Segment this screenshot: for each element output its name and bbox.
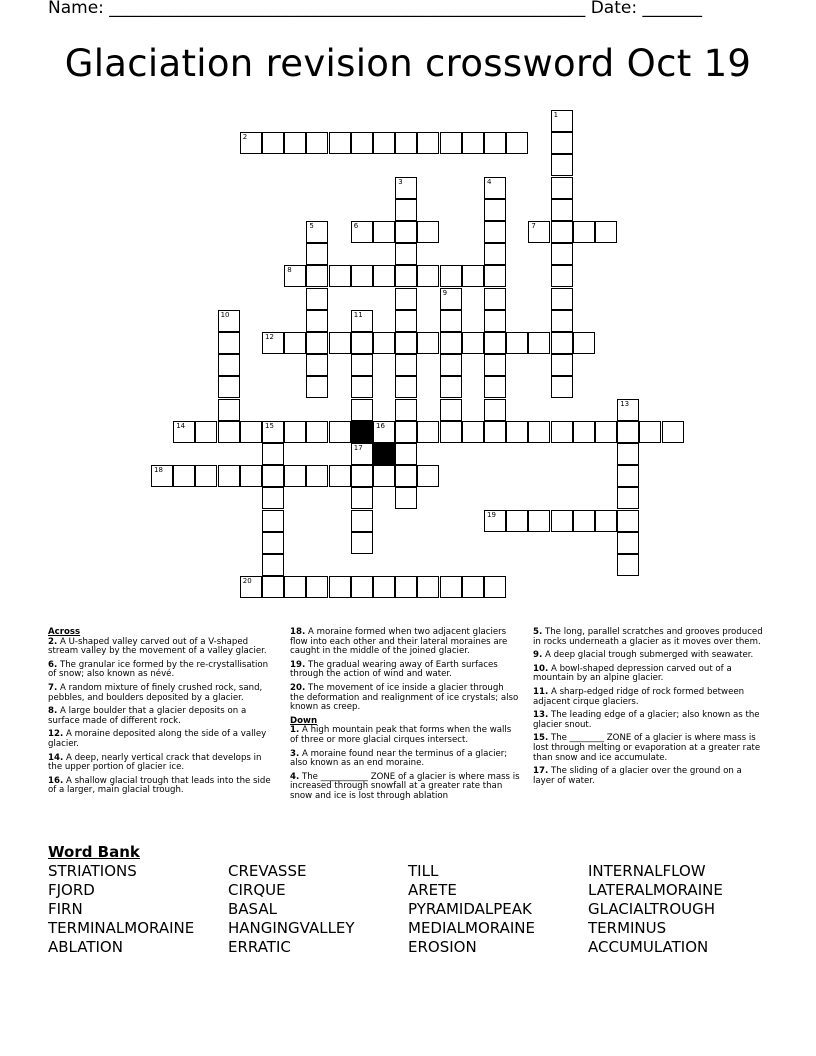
clue-number: 13 [620,399,630,408]
clue-number: 10 [220,310,230,319]
crossword-cell[interactable] [329,265,351,287]
word-bank-word: FIRN [48,900,83,918]
crossword-cell[interactable] [528,510,550,532]
word-bank-column-4 [588,862,723,957]
clues-column-3 [533,628,765,790]
clue-number: 7 [531,222,536,230]
crossword-cell[interactable] [284,332,306,354]
down-clue: 13. The leading edge of a glacier; also known as the glacier snout. [533,710,760,730]
crossword-cell[interactable] [373,221,395,243]
crossword-cell[interactable] [173,421,195,443]
crossword-cell[interactable] [417,221,439,243]
down-clue: 9. A deep glacial trough submerged with seawater. [533,650,754,661]
down-clue: 4. The ___________ ZONE of a glacier is where mass is increased through snowfall at a greater rate than snow and ice is lost through ablation [290,771,520,801]
crossword-cell[interactable] [440,354,462,376]
crossword-cell[interactable] [506,510,528,532]
crossword-cell[interactable] [417,332,439,354]
crossword-cell[interactable] [573,221,595,243]
crossword-cell[interactable] [306,243,328,265]
crossword-cell[interactable] [617,532,639,554]
across-clue: 14. A deep, nearly vertical crack that develops in the upper portion of glacier ice. [48,752,262,773]
word-bank-word: FJORD [48,881,95,899]
crossword-cell[interactable] [284,465,306,487]
crossword-cell[interactable] [617,421,639,443]
crossword-cell[interactable] [395,288,417,310]
crossword-cell[interactable] [528,221,550,243]
crossword-cell[interactable] [262,487,284,509]
clue-number: 5 [309,222,314,230]
word-bank-word: ABLATION [48,938,123,956]
crossword-cell[interactable] [617,465,639,487]
word-bank-word: ERRATIC [228,938,291,956]
crossword-cell[interactable] [462,421,484,443]
crossword-cell[interactable] [218,332,240,354]
across-clue: 16. A shallow glacial trough that leads into the side of a larger, main glacial trough. [48,775,271,796]
across-heading: Across [48,627,81,637]
crossword-cell[interactable] [240,465,262,487]
crossword-cell[interactable] [262,132,284,154]
clue-number: 20 [242,577,252,586]
crossword-cell[interactable] [551,154,573,176]
crossword-cell[interactable] [173,465,195,487]
crossword-cell[interactable] [395,221,417,243]
crossword-cell[interactable] [484,310,506,332]
crossword-cell[interactable] [484,421,506,443]
crossword-cell[interactable] [440,421,462,443]
crossword-cell[interactable] [528,421,550,443]
across-clue: 19. The gradual wearing away of Earth surfaces through the action of wind and water. [290,659,498,680]
crossword-cell[interactable] [551,177,573,199]
crossword-cell[interactable] [306,376,328,398]
crossword-cell[interactable] [440,310,462,332]
word-bank-word: EROSION [408,938,477,956]
crossword-cell[interactable] [573,510,595,532]
crossword-cell[interactable] [440,265,462,287]
word-bank-word: INTERNALFLOW [588,862,706,880]
crossword-cell[interactable] [351,132,373,154]
crossword-cell[interactable] [195,421,217,443]
crossword-cell[interactable] [440,332,462,354]
crossword-cell[interactable] [395,376,417,398]
clue-number: 12 [265,333,274,341]
crossword-cell[interactable] [506,421,528,443]
crossword-cell[interactable] [395,332,417,354]
crossword-cell[interactable] [484,354,506,376]
crossword-cell[interactable] [484,221,506,243]
word-bank-word: TERMINALMORAINE [48,919,195,937]
clue-number: 15 [265,421,274,430]
clue-number: 17 [353,444,363,452]
crossword-cell[interactable] [262,554,284,576]
word-bank-word: TERMINUS [588,919,667,937]
crossword-cell[interactable] [417,265,439,287]
crossword-cell[interactable] [440,376,462,398]
crossword-cell[interactable] [506,332,528,354]
clue-number: 9 [442,288,448,297]
crossword-cell[interactable] [351,310,373,332]
crossword-cell[interactable] [151,465,173,487]
crossword-cell[interactable] [551,265,573,287]
down-clue: 10. A bowl-shaped depression carved out of a mountain by an alpine glacier. [533,663,732,684]
crossword-cell[interactable] [351,221,373,243]
word-bank-word: ARETE [408,881,457,899]
crossword-cell[interactable] [373,265,395,287]
crossword-cell[interactable] [351,354,373,376]
crossword-cell[interactable] [551,132,573,154]
crossword-cell[interactable] [218,376,240,398]
crossword-cell[interactable] [306,132,328,154]
crossword-cell[interactable] [306,354,328,376]
across-clue: 18. A moraine formed when two adjacent glaciers flow into each other and their lateral moraines are caught in the middle of the joined glacier. [290,627,508,657]
crossword-cell[interactable] [262,576,284,598]
crossword-cell[interactable] [306,265,328,287]
down-clue: 1. A high mountain peak that forms when the walls of three or more glacial cirques intersect. [290,725,512,745]
clue-number: 18 [154,466,163,475]
crossword-cell[interactable] [306,310,328,332]
crossword-cell[interactable] [329,332,351,354]
crossword-cell[interactable] [395,132,417,154]
crossword-cell[interactable] [551,354,573,376]
crossword-cell[interactable] [351,576,373,598]
word-bank-word: CIRQUE [228,881,286,899]
word-bank-word: CREVASSE [228,862,307,880]
crossword-cell[interactable] [462,265,484,287]
crossword-cell[interactable] [484,399,506,421]
down-clue: 17. The sliding of a glacier over the ground on a layer of water. [533,766,742,786]
crossword-cell[interactable] [506,132,528,154]
crossword-cell[interactable] [551,332,573,354]
word-bank-title: Word Bank [48,843,140,861]
crossword-cell[interactable] [440,132,462,154]
across-clue: 6. The granular ice formed by the re-crystallisation of snow; also known as névé. [48,659,269,680]
crossword-cell[interactable] [240,576,262,598]
word-bank-word: HANGINGVALLEY [228,919,355,937]
crossword-cell[interactable] [395,487,417,509]
crossword-cell[interactable] [351,465,373,487]
crossword-cell[interactable] [262,332,284,354]
word-bank-word: LATERALMORAINE [588,881,723,899]
crossword-cell[interactable] [484,332,506,354]
crossword-cell[interactable] [351,399,373,421]
crossword-cell[interactable] [240,421,262,443]
crossword-cell[interactable] [306,288,328,310]
crossword-cell[interactable] [440,576,462,598]
word-bank-column-3 [408,862,535,957]
word-bank-column-1 [48,862,194,957]
clue-number: 16 [376,421,385,430]
crossword-cell[interactable] [284,265,306,287]
crossword-cell[interactable] [440,288,462,310]
crossword-cell[interactable] [395,443,417,465]
crossword-cell[interactable] [551,288,573,310]
crossword-cell[interactable] [617,399,639,421]
crossword-cell[interactable] [417,576,439,598]
down-heading: Down [290,715,318,726]
crossword-cell[interactable] [284,421,306,443]
crossword-cell[interactable] [373,421,395,443]
crossword-cell[interactable] [484,199,506,221]
crossword-cell[interactable] [417,421,439,443]
crossword-cell[interactable] [262,443,284,465]
crossword-cell[interactable] [551,110,573,132]
word-bank-word: GLACIALTROUGH [588,900,716,918]
crossword-cell[interactable] [306,421,328,443]
crossword-cell[interactable] [262,421,284,443]
page-title: Glaciation revision crossword Oct 19 [64,42,752,85]
crossword-cell[interactable] [551,221,573,243]
crossword-cell[interactable] [395,310,417,332]
crossword-cell[interactable] [329,576,351,598]
crossword-cell[interactable] [262,532,284,554]
crossword-cell[interactable] [240,132,262,154]
crossword-cell[interactable] [395,265,417,287]
crossword-cell[interactable] [617,443,639,465]
crossword-cell[interactable] [484,132,506,154]
crossword-cell[interactable] [395,177,417,199]
crossword-cell[interactable] [373,576,395,598]
crossword-cell[interactable] [573,332,595,354]
clue-number: 1 [553,111,559,119]
crossword-cell[interactable] [218,310,240,332]
word-bank-column-2 [228,862,355,957]
crossword-cell[interactable] [484,243,506,265]
crossword-cell[interactable] [351,443,373,465]
crossword-cell[interactable] [262,510,284,532]
down-clue: 3. A moraine found near the terminus of a glacier; also known as an end moraine. [290,748,508,769]
word-bank-word: MEDIALMORAINE [408,919,535,937]
crossword-cell[interactable] [218,399,240,421]
across-clue: 7. A random mixture of finely crushed rock, sand, pebbles, and boulders deposited by a glacier. [48,682,263,703]
crossword-cell[interactable] [617,510,639,532]
down-clue: 5. The long, parallel scratches and grooves produced in rocks underneath a glacier as it moves over them. [533,627,763,647]
crossword-cell[interactable] [262,465,284,487]
crossword-cell[interactable] [617,487,639,509]
crossword-cell[interactable] [617,554,639,576]
crossword-cell[interactable] [395,243,417,265]
clue-number: 19 [487,510,496,519]
clues-column-1 [48,628,274,800]
crossword-cell[interactable] [351,487,373,509]
down-clue: 15. The ________ ZONE of a glacier is where mass is lost through melting or evaporation at a greater rate than snow and ice accumulate. [533,733,761,763]
crossword-cell[interactable] [373,465,395,487]
crossword-cell[interactable] [351,532,373,554]
crossword-cell[interactable] [306,332,328,354]
crossword-block-cell [351,421,373,443]
crossword-cell[interactable] [417,465,439,487]
crossword-cell[interactable] [195,465,217,487]
crossword-cell[interactable] [484,288,506,310]
crossword-cell[interactable] [395,421,417,443]
across-clue: 20. The movement of ice inside a glacier through the deformation and realignment of ice crystals; also known as creep. [290,682,519,713]
clue-number: 11 [353,310,363,319]
crossword-cell[interactable] [484,576,506,598]
crossword-cell[interactable] [218,421,240,443]
crossword-cell[interactable] [440,399,462,421]
crossword-cell[interactable] [595,510,617,532]
crossword-cell[interactable] [551,510,573,532]
crossword-cell[interactable] [462,332,484,354]
crossword-cell[interactable] [351,332,373,354]
crossword-cell[interactable] [351,376,373,398]
crossword-cell[interactable] [484,376,506,398]
clue-number: 3 [398,177,403,186]
across-clue: 8. A large boulder that a glacier deposits on a surface made of different rock. [48,706,247,726]
word-bank-word: TILL [408,862,439,880]
crossword-cell[interactable] [329,421,351,443]
crossword-cell[interactable] [484,177,506,199]
crossword-cell[interactable] [373,132,395,154]
crossword-cell[interactable] [395,399,417,421]
clue-number: 14 [176,421,186,430]
crossword-cell[interactable] [284,576,306,598]
crossword-cell[interactable] [351,265,373,287]
word-bank-word: ACCUMULATION [588,938,709,956]
crossword-cell[interactable] [462,132,484,154]
crossword-cell[interactable] [218,465,240,487]
crossword-cell[interactable] [639,421,661,443]
crossword-cell[interactable] [551,421,573,443]
across-clue: 12. A moraine deposited along the side of a valley glacier. [48,729,267,749]
crossword-cell[interactable] [595,421,617,443]
word-bank-word: PYRAMIDALPEAK [408,900,532,918]
crossword-cell[interactable] [595,221,617,243]
crossword-cell[interactable] [395,576,417,598]
across-clue: 2. A U-shaped valley carved out of a V-shaped stream valley by the movement of a valley glacier. [48,636,267,657]
crossword-cell[interactable] [462,576,484,598]
crossword-cell[interactable] [395,354,417,376]
crossword-block-cell [373,443,395,465]
clue-number: 6 [353,222,359,230]
crossword-cell[interactable] [551,243,573,265]
crossword-cell[interactable] [528,332,550,354]
crossword-cell[interactable] [284,132,306,154]
crossword-cell[interactable] [417,132,439,154]
crossword-cell[interactable] [484,510,506,532]
crossword-cell[interactable] [329,132,351,154]
clues-column-2 [290,628,520,806]
crossword-cell[interactable] [351,510,373,532]
crossword-cell[interactable] [484,265,506,287]
crossword-cell[interactable] [218,354,240,376]
crossword-cell[interactable] [306,221,328,243]
name-date-line[interactable]: Name: ________________________________________________________ Date: _______ [48,0,702,18]
crossword-cell[interactable] [395,199,417,221]
crossword-cell[interactable] [306,465,328,487]
crossword-cell[interactable] [329,465,351,487]
crossword-cell[interactable] [373,332,395,354]
crossword-cell[interactable] [306,576,328,598]
clue-number: 4 [487,177,492,186]
crossword-cell[interactable] [573,421,595,443]
clue-number: 2 [242,133,248,142]
crossword-cell[interactable] [551,199,573,221]
crossword-cell[interactable] [551,376,573,398]
clue-number: 8 [287,266,292,275]
down-clue: 11. A sharp-edged ridge of rock formed between adjacent cirque glaciers. [533,686,745,707]
word-bank-word: BASAL [228,900,277,918]
word-bank-word: STRIATIONS [48,862,137,880]
crossword-cell[interactable] [662,421,684,443]
crossword-cell[interactable] [551,310,573,332]
crossword-cell[interactable] [395,465,417,487]
